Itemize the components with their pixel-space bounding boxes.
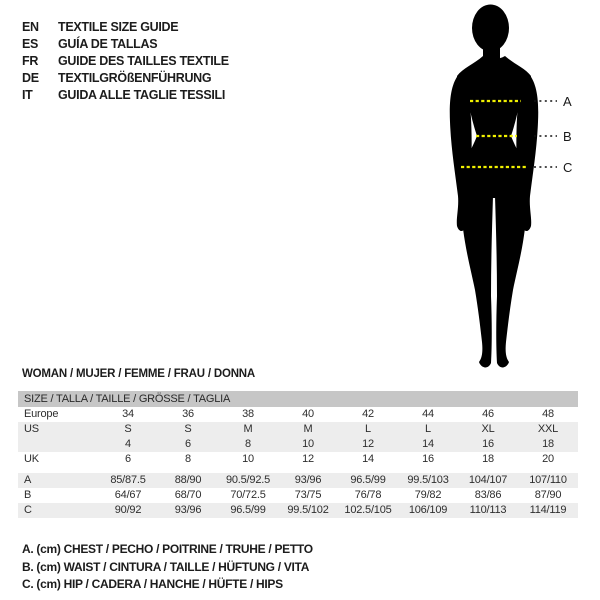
size-table-body <box>18 407 578 518</box>
size-cell: M <box>303 423 313 435</box>
body-measurement-figure <box>430 0 600 390</box>
size-cell: 85/87.5 <box>110 474 146 486</box>
language-code: ES <box>22 36 39 51</box>
guide-title: GUÍA DE TALLAS <box>58 36 158 51</box>
section-title-woman: WOMAN / MUJER / FEMME / FRAU / DONNA <box>22 368 256 380</box>
size-cell: 99.5/102 <box>287 504 329 516</box>
table-row <box>18 488 578 503</box>
table-row <box>18 473 578 488</box>
row-label <box>18 437 98 452</box>
size-cell: XXL <box>537 423 559 435</box>
size-cell: 12 <box>302 453 314 465</box>
size-cell: 73/75 <box>294 489 322 501</box>
size-cell: 88/90 <box>174 474 202 486</box>
row-label: Europe <box>24 408 59 420</box>
size-cell: 14 <box>422 438 434 450</box>
size-cell: 96.5/99 <box>350 474 386 486</box>
size-cell: 90/92 <box>114 504 142 516</box>
measurement-legend <box>22 541 313 594</box>
size-cell: 8 <box>185 453 191 465</box>
size-cell: 104/107 <box>468 474 508 486</box>
size-cell: 64/67 <box>114 489 142 501</box>
legend-chest: A. (cm) CHEST / PECHO / POITRINE / TRUHE / PETTO <box>22 542 313 556</box>
marker-label-c: C <box>563 160 573 175</box>
row-label: US <box>24 423 39 435</box>
language-code: DE <box>22 70 39 85</box>
size-cell: 18 <box>542 438 554 450</box>
guide-title: TEXTILE SIZE GUIDE <box>58 19 179 34</box>
size-cell: 34 <box>122 408 134 420</box>
size-cell: 48 <box>542 408 554 420</box>
size-cell: 6 <box>125 453 131 465</box>
size-cell: 46 <box>482 408 494 420</box>
table-row <box>18 503 578 518</box>
size-cell: M <box>243 423 253 435</box>
language-code: FR <box>22 53 39 68</box>
size-cell: L <box>365 423 371 435</box>
row-label: B <box>24 489 32 501</box>
size-cell: 14 <box>362 453 374 465</box>
size-cell: 10 <box>242 453 254 465</box>
list-item <box>22 18 229 35</box>
size-cell: S <box>124 423 132 435</box>
size-cell: 68/70 <box>174 489 202 501</box>
row-label: C <box>24 504 32 516</box>
size-cell: 6 <box>185 438 191 450</box>
size-cell: S <box>184 423 192 435</box>
legend-hip: C. (cm) HIP / CADERA / HANCHE / HÜFTE / HIPS <box>22 577 283 591</box>
guide-title: GUIDA ALLE TAGLIE TESSILI <box>58 87 226 102</box>
size-cell: 4 <box>125 438 131 450</box>
size-cell: 16 <box>422 453 434 465</box>
row-label: UK <box>24 453 39 465</box>
size-cell: L <box>425 423 431 435</box>
size-cell: 90.5/92.5 <box>225 474 271 486</box>
language-code: EN <box>22 19 39 34</box>
size-cell: 110/113 <box>469 504 507 516</box>
size-cell: 38 <box>242 408 254 420</box>
woman-silhouette <box>450 5 538 368</box>
size-cell: 87/90 <box>534 489 562 501</box>
size-cell: 106/109 <box>408 504 448 516</box>
list-item <box>22 86 229 103</box>
size-cell: 99.5/103 <box>407 474 449 486</box>
size-cell: 42 <box>362 408 374 420</box>
size-cell: 12 <box>362 438 374 450</box>
size-cell: 40 <box>302 408 314 420</box>
size-cell: 79/82 <box>414 489 442 501</box>
size-cell: 70/72.5 <box>230 489 266 501</box>
guide-title: TEXTILGRÖßENFÜHRUNG <box>58 70 212 85</box>
size-cell: 44 <box>422 408 434 420</box>
guide-title: GUIDE DES TAILLES TEXTILE <box>58 53 229 68</box>
legend-waist: B. (cm) WAIST / CINTURA / TAILLE / HÜFTUNG / VITA <box>22 559 310 574</box>
size-cell: 8 <box>245 438 251 450</box>
table-row <box>18 407 578 422</box>
marker-label-b: B <box>563 129 572 144</box>
size-cell: 83/86 <box>474 489 502 501</box>
size-cell: 96.5/99 <box>230 504 266 516</box>
size-cell: 10 <box>302 438 314 450</box>
table-row <box>18 437 578 452</box>
table-row <box>18 422 578 437</box>
size-cell: 36 <box>182 408 194 420</box>
size-cell: 93/96 <box>294 474 322 486</box>
size-cell: 107/110 <box>529 474 567 486</box>
list-item <box>22 35 229 52</box>
language-code: IT <box>22 87 33 102</box>
size-cell: XL <box>481 423 495 435</box>
size-table <box>18 391 578 518</box>
list-item <box>22 69 229 86</box>
size-cell: 16 <box>482 438 494 450</box>
size-cell: 102.5/105 <box>344 504 392 516</box>
size-cell: 18 <box>482 453 494 465</box>
size-cell: 76/78 <box>354 489 382 501</box>
size-table-header: SIZE / TALLA / TAILLE / GRÖSSE / TAGLIA <box>18 391 578 407</box>
size-cell: 93/96 <box>174 504 202 516</box>
size-cell: 20 <box>542 453 554 465</box>
language-guide-list <box>22 18 229 103</box>
marker-label-a: A <box>563 94 572 109</box>
table-row <box>18 452 578 467</box>
size-cell: 114/119 <box>529 504 567 516</box>
list-item <box>22 52 229 69</box>
row-label: A <box>24 474 32 486</box>
